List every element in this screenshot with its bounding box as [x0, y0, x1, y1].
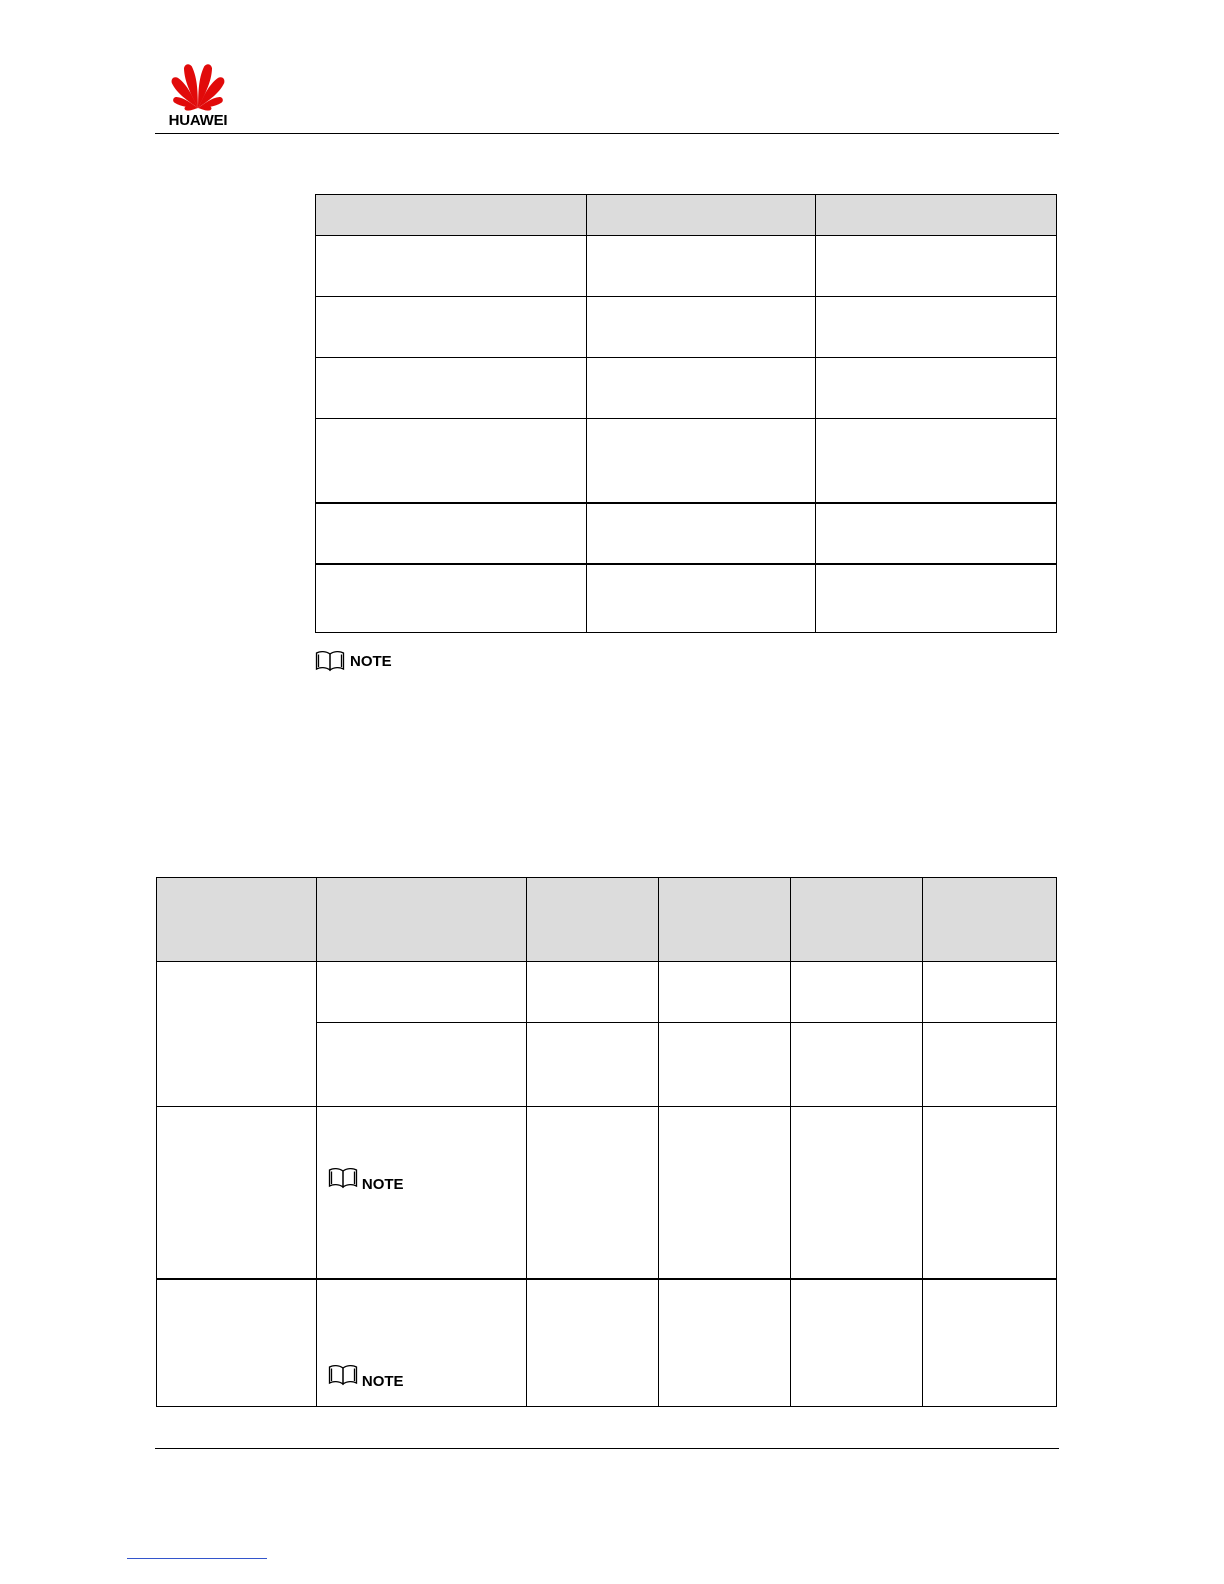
table-2-header-cell — [923, 878, 1057, 962]
table-row — [316, 236, 1057, 297]
table-cell — [527, 1023, 659, 1107]
table-row — [316, 503, 1057, 564]
note-label: NOTE — [361, 1176, 404, 1193]
table-2-header-cell — [659, 878, 791, 962]
note-callout — [328, 1364, 526, 1390]
table-cell — [317, 1107, 527, 1279]
table-row — [157, 1279, 1057, 1407]
table-cell — [791, 1107, 923, 1279]
table-1-header-row — [316, 195, 1057, 236]
table-row — [316, 564, 1057, 633]
table-1-header-cell — [587, 195, 816, 236]
table-cell — [527, 1279, 659, 1407]
table-cell — [923, 1279, 1057, 1407]
table-1-header-cell — [816, 195, 1057, 236]
table-row — [316, 297, 1057, 358]
huawei-petals-icon — [165, 60, 231, 112]
table-2-header-row — [157, 878, 1057, 962]
table-cell — [316, 236, 587, 297]
table-row — [316, 358, 1057, 419]
table-cell — [816, 503, 1057, 564]
table-cell — [923, 962, 1057, 1023]
table-2-header-cell — [527, 878, 659, 962]
header-divider — [155, 133, 1059, 134]
table-cell — [157, 1279, 317, 1407]
table-cell — [527, 962, 659, 1023]
table-2-header-cell — [317, 878, 527, 962]
table-cell — [587, 419, 816, 503]
table-cell — [816, 358, 1057, 419]
note-label: NOTE — [350, 652, 392, 670]
brand-wordmark: HUAWEI — [168, 112, 228, 129]
table-cell — [816, 236, 1057, 297]
table-cell — [659, 1279, 791, 1407]
table-cell — [317, 962, 527, 1023]
table-cell — [317, 1279, 527, 1407]
table-cell — [791, 1023, 923, 1107]
table-cell — [791, 1279, 923, 1407]
table-cell — [527, 1107, 659, 1279]
table-row — [316, 419, 1057, 503]
table-1 — [315, 194, 1057, 633]
table-row — [157, 1107, 1057, 1279]
table-cell — [316, 564, 587, 633]
table-cell — [316, 419, 587, 503]
open-book-icon — [315, 650, 345, 672]
table-cell — [157, 962, 317, 1107]
table-cell — [587, 503, 816, 564]
open-book-icon — [328, 1364, 358, 1386]
table-1-header-cell — [316, 195, 587, 236]
footer-link-underline[interactable] — [127, 1558, 267, 1559]
table-2 — [156, 877, 1057, 1407]
table-cell — [587, 564, 816, 633]
note-label: NOTE — [361, 1372, 404, 1390]
table-cell — [791, 962, 923, 1023]
table-row — [157, 962, 1057, 1023]
table-cell — [816, 564, 1057, 633]
table-cell — [157, 1107, 317, 1279]
table-cell — [587, 236, 816, 297]
table-cell — [816, 419, 1057, 503]
table-cell — [923, 1107, 1057, 1279]
table-cell — [816, 297, 1057, 358]
open-book-icon — [328, 1167, 358, 1189]
table-cell — [923, 1023, 1057, 1107]
table-cell — [659, 1023, 791, 1107]
note-callout — [315, 650, 392, 677]
table-cell — [316, 503, 587, 564]
table-cell — [316, 358, 587, 419]
huawei-logo — [153, 60, 243, 132]
table-cell — [316, 297, 587, 358]
table-cell — [659, 1107, 791, 1279]
table-2-header-cell — [791, 878, 923, 962]
table-2-header-cell — [157, 878, 317, 962]
footer-divider — [155, 1448, 1059, 1449]
table-cell — [659, 962, 791, 1023]
table-cell — [587, 297, 816, 358]
table-cell — [317, 1023, 527, 1107]
note-callout — [328, 1167, 526, 1193]
table-cell — [587, 358, 816, 419]
